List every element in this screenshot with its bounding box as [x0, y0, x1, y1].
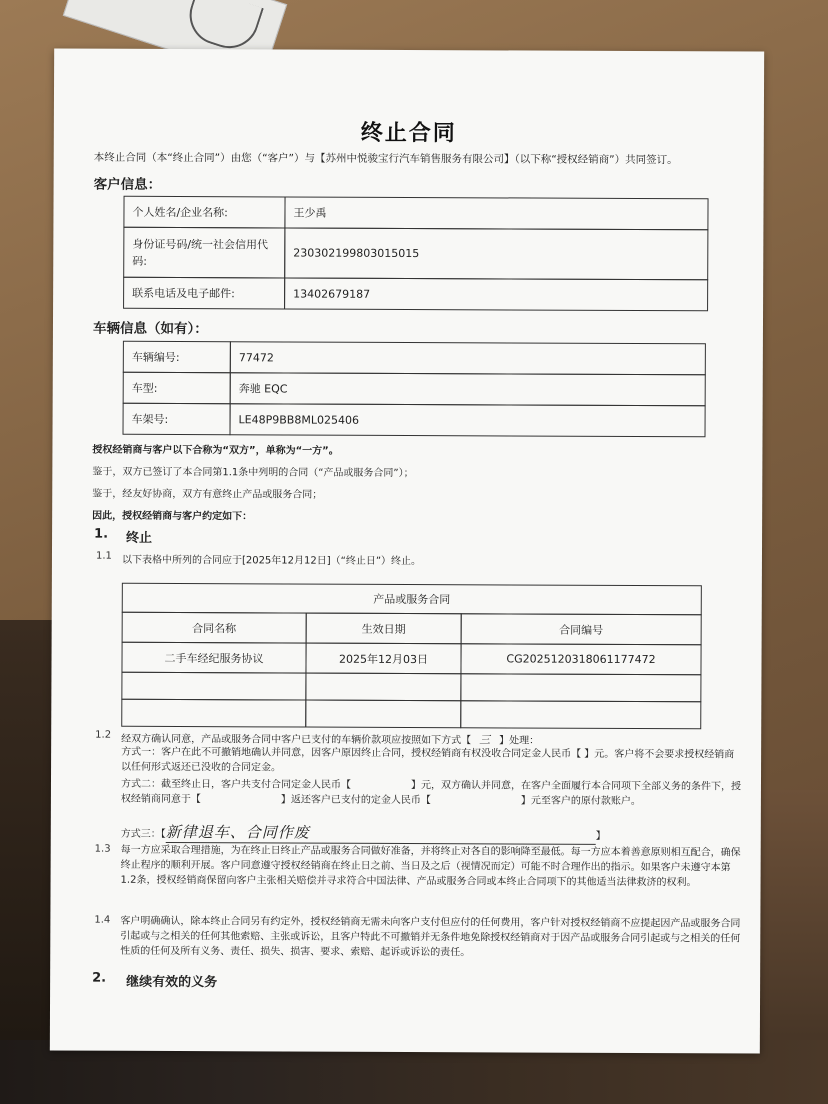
- contract-paper: [50, 48, 764, 1053]
- clause-1-4-number: 1.4: [94, 914, 111, 926]
- section1-title: 终止: [126, 530, 153, 546]
- vehicle-value-model: 奔驰 EQC: [230, 372, 706, 406]
- clause-1-1-text: 以下表格中所列的合同应于[2025年12月12日]（“终止日”）终止。: [121, 554, 422, 568]
- clause-1-2-way1: 方式一：客户在此不可撤销地确认并同意，因客户原因终止合同，授权经销商有权没收合同定金人民币【 】元。客户将不会要求授权经销商以任何形式返还已没收的合同定金。: [121, 746, 735, 774]
- contract-row-1-date: 2025年12月03日: [305, 643, 461, 675]
- clause-1-2-way3-end: 】: [595, 830, 606, 842]
- clause-1-2-way3-label: 方式三：【: [120, 828, 166, 840]
- section1-number: 1.: [94, 526, 109, 542]
- recital-whereas-2: 鉴于，经友好协商，双方有意终止产品或服务合同；: [92, 488, 323, 501]
- customer-label-id: 身份证号码/统一社会信用代码:: [123, 227, 285, 279]
- intro-paragraph: 本终止合同（本“终止合同”）由您（“客户”）与【苏州中悦骏宝行汽车销售服务有限公司】（以下称“授权经销商”）共同签订。: [93, 151, 678, 167]
- vehicle-label-vin: 车架号:: [123, 403, 231, 435]
- clause-1-2-lead: 经双方确认同意，产品或服务合同中客户已支付的车辆价款项应按照如下方式【: [121, 733, 472, 747]
- contract-row-1-name: 二手车经纪服务协议: [121, 642, 306, 674]
- clause-1-3-text: 每一方应采取合理措施，为在终止日终止产品或服务合同做好准备，并将终止对各自的影响降至最低。每一方应本着善意原则相互配合，确保终止程序的顺利开展。客户同意遵守授权经销商在终止日之前、当日及之后（视情况而定）可能不时合理作出的指示。如果客户未遵守本第1.2条，授权经销商保留向客户主张相关赔偿并寻求符合中国法律、产品或服务合同或本终止合同项下的其他适当法律救济的权利。: [120, 844, 741, 889]
- section2-title: 继续有效的义务: [126, 974, 218, 991]
- customer-label-name: 个人姓名/企业名称:: [123, 196, 285, 229]
- customer-label-phone: 联系电话及电子邮件:: [123, 277, 285, 310]
- clause-1-2-lead-end: 】处理：: [499, 735, 540, 747]
- clause-1-2-way3-handwritten: 新律退车、合同作废: [166, 821, 596, 845]
- clause-1-2-way3: [121, 821, 606, 845]
- customer-section-heading: 客户信息：: [93, 176, 162, 193]
- vehicle-value-number: 77472: [230, 341, 706, 375]
- contract-row-2-number: [460, 673, 701, 702]
- section2-number: 2.: [92, 970, 107, 986]
- customer-value-name: 王少禹: [284, 196, 708, 230]
- vehicle-value-vin: LE48P9BB8ML025406: [230, 403, 706, 437]
- contract-row-3-name: [121, 699, 306, 728]
- clause-1-3-number: 1.3: [94, 843, 111, 855]
- contract-header-date: 生效日期: [306, 613, 462, 645]
- contract-header-number: 合同编号: [461, 613, 702, 645]
- background-card-emblem: [182, 0, 264, 56]
- vehicle-label-number: 车辆编号:: [123, 341, 231, 373]
- recital-whereas-1: 鉴于，双方已签订了本合同第1.1条中列明的合同（“产品或服务合同”）；: [92, 466, 414, 480]
- contract-row-1-number: CG2025120318061177472: [460, 643, 701, 675]
- customer-value-phone: 13402679187: [284, 277, 708, 311]
- clause-1-4-text: 客户明确确认，除本终止合同另有约定外，授权经销商无需未向客户支付但应付的任何费用，客户针对授权经销商不应提起因产品或服务合同引起或与之相关的任何其他索赔、主张或诉讼，且客户特此不可撤销并无条件地免除授权经销商对于因产品或服务合同引起或与之相关的任何性质的任何及所有义务、责任、损失、损害、要求、索赔、起诉或诉讼的责任。: [120, 915, 741, 959]
- clause-1-1-number: 1.1: [95, 550, 112, 562]
- contract-header-name: 合同名称: [122, 612, 307, 644]
- vehicle-section-heading: 车辆信息（如有）：: [92, 320, 208, 338]
- contract-row-3-date: [305, 700, 461, 729]
- contract-row-3-number: [460, 700, 701, 729]
- contract-row-2-name: [121, 672, 306, 701]
- customer-value-id: 230302199803015015: [284, 227, 708, 280]
- vehicle-label-model: 车型:: [123, 372, 231, 404]
- recital-parties: 授权经销商与客户以下合称为“双方”，单称为“一方”。: [92, 444, 339, 457]
- contract-row-2-date: [305, 673, 461, 702]
- clause-1-2-way2: 方式二：截至终止日，客户共支付合同定金人民币【 】元，双方确认并同意，在客户全面履行本合同项下全部义务的条件下，授权经销商同意于【 】返还客户已支付的定金人民币【 】元至客户的原付款账户。: [120, 778, 741, 808]
- recital-therefore: 因此，授权经销商与客户约定如下：: [92, 510, 253, 523]
- clause-1-2-choice: 三: [479, 733, 492, 747]
- document-title: 终止合同: [360, 120, 457, 147]
- contract-table-caption: 产品或服务合同: [122, 583, 702, 616]
- clause-1-2-number: 1.2: [95, 729, 112, 741]
